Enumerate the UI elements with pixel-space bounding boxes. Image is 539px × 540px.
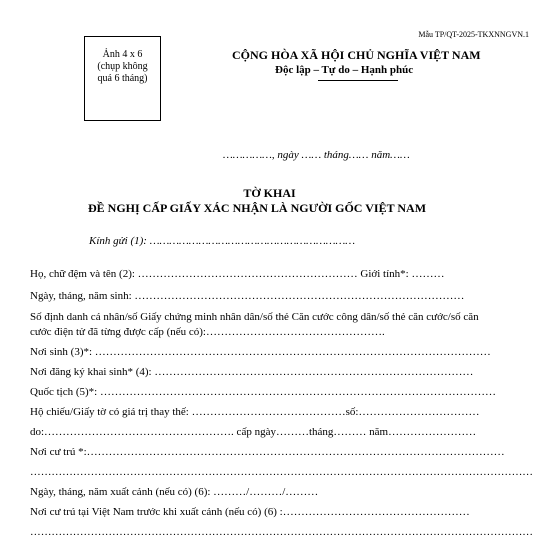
form-subtitle: ĐỀ NGHỊ CẤP GIẤY XÁC NHẬN LÀ NGƯỜI GỐC VIỆT NAM xyxy=(88,201,427,215)
field-prior-residence: Nơi cư trú tại Việt Nam trước khi xuất cảnh (nếu có) (6) :…………………………………………… xyxy=(30,506,470,518)
field-id-number: Số định danh cá nhân/số Giấy chứng minh nhân dân/số thẻ Căn cước công dân/số thẻ căn cước/số căn xyxy=(30,311,479,323)
national-header: CỘNG HÒA XÃ HỘI CHỦ NGHĨA VIỆT NAM xyxy=(232,48,481,62)
field-place-of-birth: Nơi sinh (3)*: ……………………………………………………………………………………………… xyxy=(30,346,491,358)
field-prior-residence-cont: …………………………………………………………………………………………………………………………… xyxy=(30,526,533,538)
recipient-line: Kính gửi (1): ……………………………………………………… xyxy=(89,235,356,247)
photo-placeholder-box xyxy=(84,36,161,121)
field-full-name: Họ, chữ đệm và tên (2): …………………………………………………… Giới tính*: ……… xyxy=(30,268,445,280)
photo-box-line: (chụp không xyxy=(97,61,148,72)
field-exit-date: Ngày, tháng, năm xuất cảnh (nếu có) (6): ………/………/……… xyxy=(30,486,319,498)
field-passport: Hộ chiếu/Giấy tờ có giá trị thay thế: ……………………………………số:…………………………… xyxy=(30,406,480,418)
field-residence: Nơi cư trú *:…………………………………………………………………………………………………… xyxy=(30,446,505,458)
form-code: Mẫu TP/QT-2025-TKXNNGVN.1 xyxy=(418,30,529,39)
field-passport-issuer: do:……………………………………………. cấp ngày………tháng……… năm…………………… xyxy=(30,426,477,438)
field-birth-registration: Nơi đăng ký khai sinh* (4): …………………………………………………………………………… xyxy=(30,366,474,378)
place-date-line: ……………, ngày …… tháng…… năm…… xyxy=(223,149,410,161)
field-residence-cont: …………………………………………………………………………………………………………………………… xyxy=(30,466,533,478)
form-title: TỜ KHAI xyxy=(243,186,296,200)
photo-box-line: Ảnh 4 x 6 xyxy=(102,49,143,60)
motto-underline xyxy=(318,80,398,81)
field-nationality: Quốc tịch (5)*: ……………………………………………………………………………………………… xyxy=(30,386,496,398)
field-date-of-birth: Ngày, tháng, năm sinh: ……………………………………………………………………………… xyxy=(30,290,465,302)
field-id-number-cont: cước điện tử đã từng được cấp (nếu có):…………………………………………. xyxy=(30,326,385,338)
national-motto: Độc lập – Tự do – Hạnh phúc xyxy=(275,64,414,76)
photo-box-line: quá 6 tháng) xyxy=(97,73,148,84)
